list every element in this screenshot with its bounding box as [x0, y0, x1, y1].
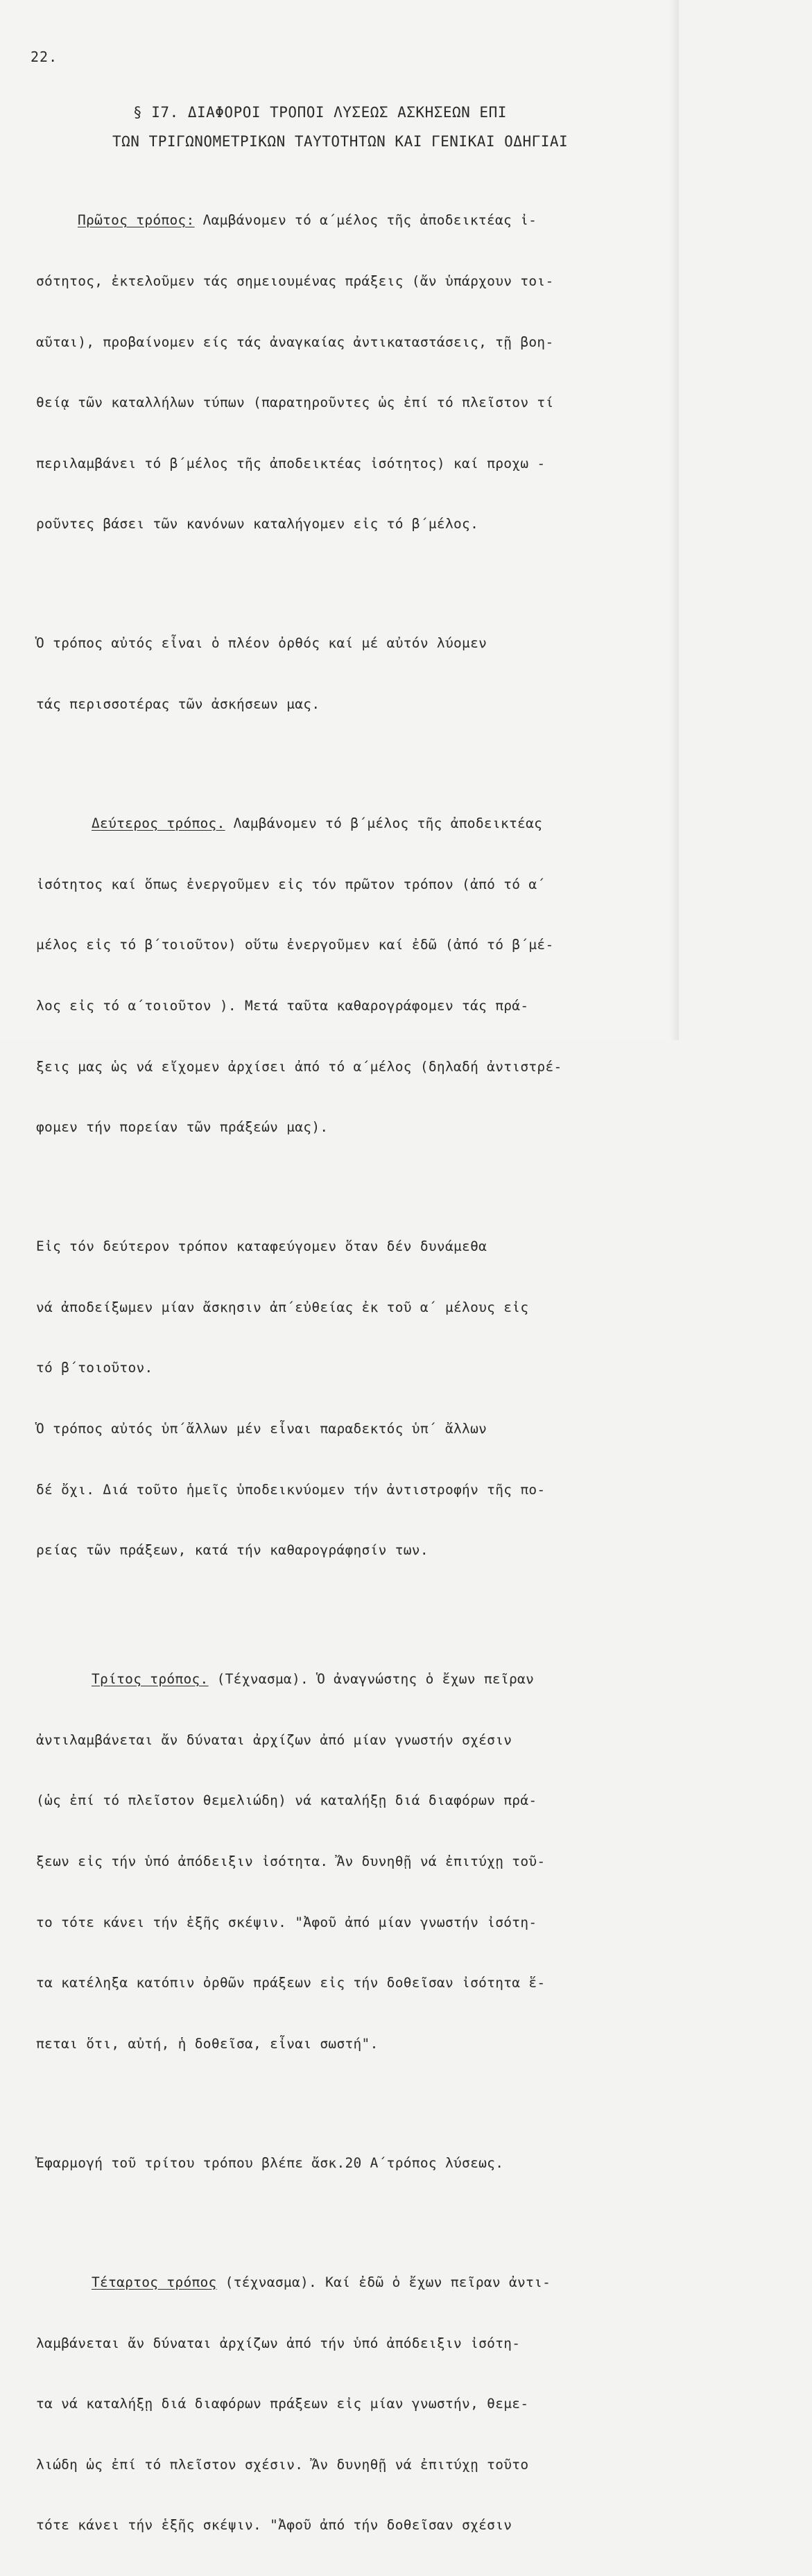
- third-application-line: Ἐφαρμογή τοῦ τρίτου τρόπου βλέπε ἄσκ.20 Α΄τρόπος λύσεως.: [36, 2154, 504, 2171]
- second-method-line-0: [36, 813, 646, 833]
- first-method-line-2: αῦται), προβαίνομεν είς τάς ἀναγκαίας ἀντικαταστάσεις, τῇ βοη-: [36, 334, 554, 350]
- fourth-method-line-3: λιώδη ὡς ἐπί τό πλεῖστον σχέσιν. Ἄν δυνηθῇ νά ἐπιτύχῃ τοῦτο: [36, 2456, 529, 2473]
- second-method-line-4: ξεις μας ὡς νά εἴχομεν ἀρχίσει ἀπό τό α΄μέλος (δηλαδή ἀντιστρέ-: [36, 1058, 562, 1075]
- page-edge-shadow: [669, 0, 679, 1040]
- first-note-line-1: τάς περισσοτέρας τῶν ἀσκήσεων μας.: [36, 696, 320, 713]
- first-method-line-5: ροῦντες βάσει τῶν κανόνων καταλήγομεν εἰς τό β΄μέλος.: [36, 516, 479, 533]
- third-method-line-0: [36, 1669, 646, 1689]
- third-method-line-5: τα κατέληξα κατόπιν ὀρθῶν πράξεων εἰς τήν δοθεῖσαν ἰσότητα ἕ-: [36, 1975, 546, 1991]
- page-number: 22.: [31, 49, 58, 65]
- second-method-label: Δεύτερος τρόπος.: [92, 815, 225, 832]
- fourth-method-line-0: [36, 2272, 646, 2292]
- third-method-line-1: ἀντιλαμβάνεται ἄν δύναται ἀρχίζων ἀπό μίαν γνωστήν σχέσιν: [36, 1731, 512, 1748]
- first-method-note: [36, 593, 646, 755]
- first-method-label: Πρῶτος τρόπος:: [78, 212, 195, 229]
- second-method-text-0: Λαμβάνομεν τό β΄μέλος τῆς ἀποδεικτέας: [225, 815, 543, 832]
- third-method-line-6: πεται ὅτι, αὐτή, ἡ δοθεῖσα, εἶναι σωστή".: [36, 2035, 379, 2052]
- third-method-application: [36, 2112, 646, 2213]
- body-text: [36, 170, 646, 2576]
- second-note-line-0: Εἰς τόν δεύτερον τρόπον καταφεύγομεν ὅταν δέν δυνάμεθα: [36, 1238, 487, 1255]
- second-note-line-1: νά ἀποδείξωμεν μίαν ἄσκησιν ἀπ΄εὐθείας ἐκ τοῦ α΄ μέλους εἰς: [36, 1299, 529, 1315]
- second-method-paragraph: [36, 773, 646, 1178]
- second-method-line-5: φομεν τήν πορείαν τῶν πράξεών μας).: [36, 1119, 329, 1136]
- first-method-line-4: περιλαμβάνει τό β΄μέλος τῆς ἀποδεικτέας ἰσότητος) καί προχω -: [36, 455, 546, 472]
- second-note-line-5: ρείας τῶν πράξεων, κατά τήν καθαρογράφησίν των.: [36, 1542, 429, 1559]
- third-method-paragraph: [36, 1629, 646, 2095]
- fourth-method-line-1: λαμβάνεται ἄν δύναται ἀρχίζων ἀπό τήν ὑπό ἀπόδειξιν ἰσότη-: [36, 2335, 521, 2351]
- second-note-line-4: δέ ὄχι. Διά τοῦτο ἡμεῖς ὑποδεικνύομεν τήν ἀντιστροφήν τῆς πο-: [36, 1481, 546, 1498]
- third-method-line-3: ξεων εἰς τήν ὑπό ἀπόδειξιν ἰσότητα. Ἄν δυνηθῇ νά ἐπιτύχῃ τοῦ-: [36, 1853, 546, 1870]
- fourth-method-line-4: τότε κάνει τήν ἑξῆς σκέψιν. "Ἀφοῦ ἀπό τήν δοθεῖσαν σχέσιν: [36, 2517, 512, 2534]
- second-note-line-3: Ὁ τρόπος αὐτός ὑπ΄ἄλλων μέν εἶναι παραδεκτός ὑπ΄ ἄλλων: [36, 1420, 487, 1437]
- first-method-line-1: σότητος, ἐκτελοῦμεν τάς σημειουμένας πράξεις (ἄν ὑπάρχουν τοι-: [36, 273, 554, 290]
- third-method-text-0: (Τέχνασμα). Ὁ ἀναγνώστης ὁ ἔχων πεῖραν: [208, 1671, 535, 1688]
- fourth-method-label: Τέταρτος τρόπος: [92, 2274, 217, 2290]
- third-method-label: Τρίτος τρόπος.: [92, 1671, 209, 1688]
- second-method-notes: [36, 1196, 646, 1601]
- second-method-line-1: ἰσότητος καί ὅπως ἐνεργοῦμεν εἰς τόν πρῶτον τρόπον (ἀπό τό α΄: [36, 876, 546, 892]
- first-note-line-0: Ὁ τρόπος αὐτός εἶναι ὁ πλέον ὀρθός καί μέ αὐτόν λύομεν: [36, 635, 487, 652]
- second-note-line-2: τό β΄τοιοῦτον.: [36, 1360, 153, 1376]
- section-heading-line-2: ΤΩΝ ΤΡΙΓΩΝΟΜΕΤΡΙΚΩΝ ΤΑΥΤΟΤΗΤΩΝ ΚΑΙ ΓΕΝΙΚΑΙ ΟΔΗΓΙΑΙ: [112, 133, 569, 150]
- first-method-text-0: Λαμβάνομεν τό α΄μέλος τῆς ἀποδεικτέας ἰ-: [194, 212, 537, 229]
- third-method-line-4: το τότε κάνει τήν ἑξῆς σκέψιν. "Ἀφοῦ ἀπό μίαν γνωστήν ἰσότη-: [36, 1914, 537, 1930]
- first-method-paragraph: [36, 170, 646, 575]
- second-method-line-3: λος εἰς τό α΄τοιοῦτον ). Μετά ταῦτα καθαρογράφομεν τάς πρά-: [36, 997, 529, 1014]
- fourth-method-paragraph: [36, 2232, 646, 2576]
- fourth-method-line-2: τα νά καταλήξῃ διά διαφόρων πράξεων εἰς μίαν γνωστήν, θεμε-: [36, 2396, 529, 2412]
- first-method-line-3: θείᾳ τῶν καταλλήλων τύπων (παρατηροῦντες ὡς ἐπί τό πλεῖστον τί: [36, 395, 554, 411]
- section-heading-line-1: § Ι7. ΔΙΑΦΟΡΟΙ ΤΡΟΠΟΙ ΛΥΣΕΩΣ ΑΣΚΗΣΕΩΝ ΕΠΙ: [133, 104, 507, 121]
- second-method-line-2: μέλος εἰς τό β΄τοιοῦτον) οὕτω ἐνεργοῦμεν καί ἐδῶ (ἀπό τό β΄μέ-: [36, 937, 554, 953]
- first-method-line-0: [36, 210, 646, 230]
- fourth-method-text-0: (τέχνασμα). Καί ἐδῶ ὁ ἔχων πεῖραν ἀντι-: [216, 2274, 551, 2290]
- third-method-line-2: (ὡς ἐπί τό πλεῖστον θεμελιώδη) νά καταλήξῃ διά διαφόρων πρά-: [36, 1792, 537, 1809]
